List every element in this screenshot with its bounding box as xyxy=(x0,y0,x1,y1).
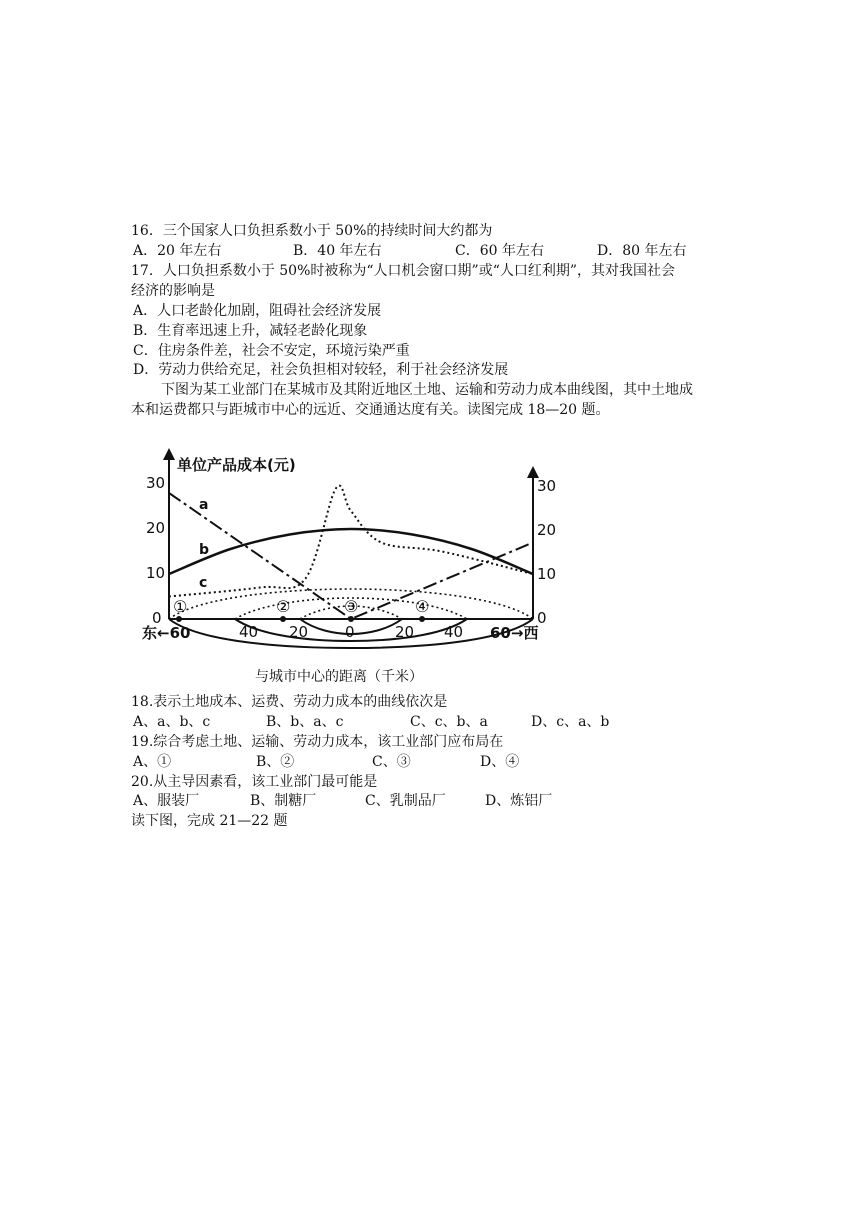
right-tick-20: 20 xyxy=(537,521,557,539)
q17-option-a: A．人口老龄化加剧，阻碍社会经济发展 xyxy=(133,303,382,319)
q17-option-b: B．生育率迅速上升，减轻老龄化现象 xyxy=(133,323,368,339)
q19-stem: 19.综合考虑土地、运输、劳动力成本，该工业部门应布局在 xyxy=(131,734,504,750)
point-2-dot xyxy=(280,616,286,622)
q17-stem-line2: 经济的影响是 xyxy=(131,283,215,299)
q20-option-b: B、制糖厂 xyxy=(250,793,317,809)
cost-curve-chart xyxy=(140,446,580,691)
x-tick-40-west: 40 xyxy=(444,623,464,641)
curve-a-label: a xyxy=(199,497,209,513)
curve-c xyxy=(169,486,533,597)
q19-option-d: D、④ xyxy=(480,754,520,770)
figure-caption: 与城市中心的距离（千米） xyxy=(255,669,423,685)
curve-b-label: b xyxy=(199,542,210,558)
q18-option-b: B、b、a、c xyxy=(266,714,344,730)
q16-option-b: B．40 年左右 xyxy=(293,243,382,259)
cost-curve-figure xyxy=(140,446,580,691)
intro-line1: 下图为某工业部门在某城市及其附近地区土地、运输和劳动力成本曲线图，其中土地成 xyxy=(161,382,693,398)
q16-stem: 16．三个国家人口负担系数小于 50%的持续时间大约都为 xyxy=(131,223,493,239)
q16-option-c: C．60 年左右 xyxy=(455,243,544,259)
q18-option-a: A、a、b、c xyxy=(133,714,211,730)
q19-option-a: A、① xyxy=(133,754,172,770)
q17-option-d: D．劳动力供给充足，社会负担相对较轻，利于社会经济发展 xyxy=(133,362,509,378)
q20-option-a: A、服装厂 xyxy=(133,793,200,809)
next-instruction: 读下图，完成 21—22 题 xyxy=(131,813,288,829)
q18-option-c: C、c、b、a xyxy=(410,714,488,730)
q20-option-c: C、乳制品厂 xyxy=(365,793,446,809)
x-tick-0: 0 xyxy=(345,623,355,641)
point-4-label: ④ xyxy=(415,597,430,616)
q18-option-d: D、c、a、b xyxy=(531,714,610,730)
x-tick-40-east: 40 xyxy=(239,623,259,641)
point-1-label: ① xyxy=(173,597,188,616)
east-label: 东←60 xyxy=(142,624,191,642)
x-tick-20-east: 20 xyxy=(289,623,309,641)
q19-option-c: C、③ xyxy=(372,754,411,770)
q20-option-d: D、炼铝厂 xyxy=(485,793,553,809)
q17-option-c: C．住房条件差，社会不安定，环境污染严重 xyxy=(133,343,410,359)
curve-b xyxy=(169,529,533,574)
q16-option-a: A．20 年左右 xyxy=(133,243,222,259)
x-tick-20-west: 20 xyxy=(395,623,415,641)
y-axis-label: 单位产品成本(元) xyxy=(177,456,296,474)
left-tick-0: 0 xyxy=(152,609,162,627)
left-tick-30: 30 xyxy=(146,474,166,492)
west-label: 60→西 xyxy=(490,624,539,642)
point-3-label: ③ xyxy=(344,597,359,616)
q20-stem: 20.从主导因素看，该工业部门最可能是 xyxy=(131,774,378,790)
right-tick-10: 10 xyxy=(537,565,557,583)
curve-c-label: c xyxy=(199,575,208,591)
left-tick-10: 10 xyxy=(146,564,166,582)
q17-stem-line1: 17．人口负担系数小于 50%时被称为“人口机会窗口期”或“人口红利期”，其对我国社会 xyxy=(131,263,676,279)
right-tick-30: 30 xyxy=(537,477,557,495)
point-2-label: ② xyxy=(276,597,291,616)
q19-option-b: B、② xyxy=(256,754,295,770)
left-tick-20: 20 xyxy=(146,519,166,537)
point-4-dot xyxy=(419,616,425,622)
q16-option-d: D．80 年左右 xyxy=(597,243,687,259)
intro-line2: 本和运费都只与距城市中心的远近、交通通达度有关。读图完成 18—20 题。 xyxy=(131,402,610,418)
point-1-dot xyxy=(176,616,182,622)
q18-stem: 18.表示土地成本、运费、劳动力成本的曲线依次是 xyxy=(131,694,448,710)
right-tick-0: 0 xyxy=(537,609,547,627)
